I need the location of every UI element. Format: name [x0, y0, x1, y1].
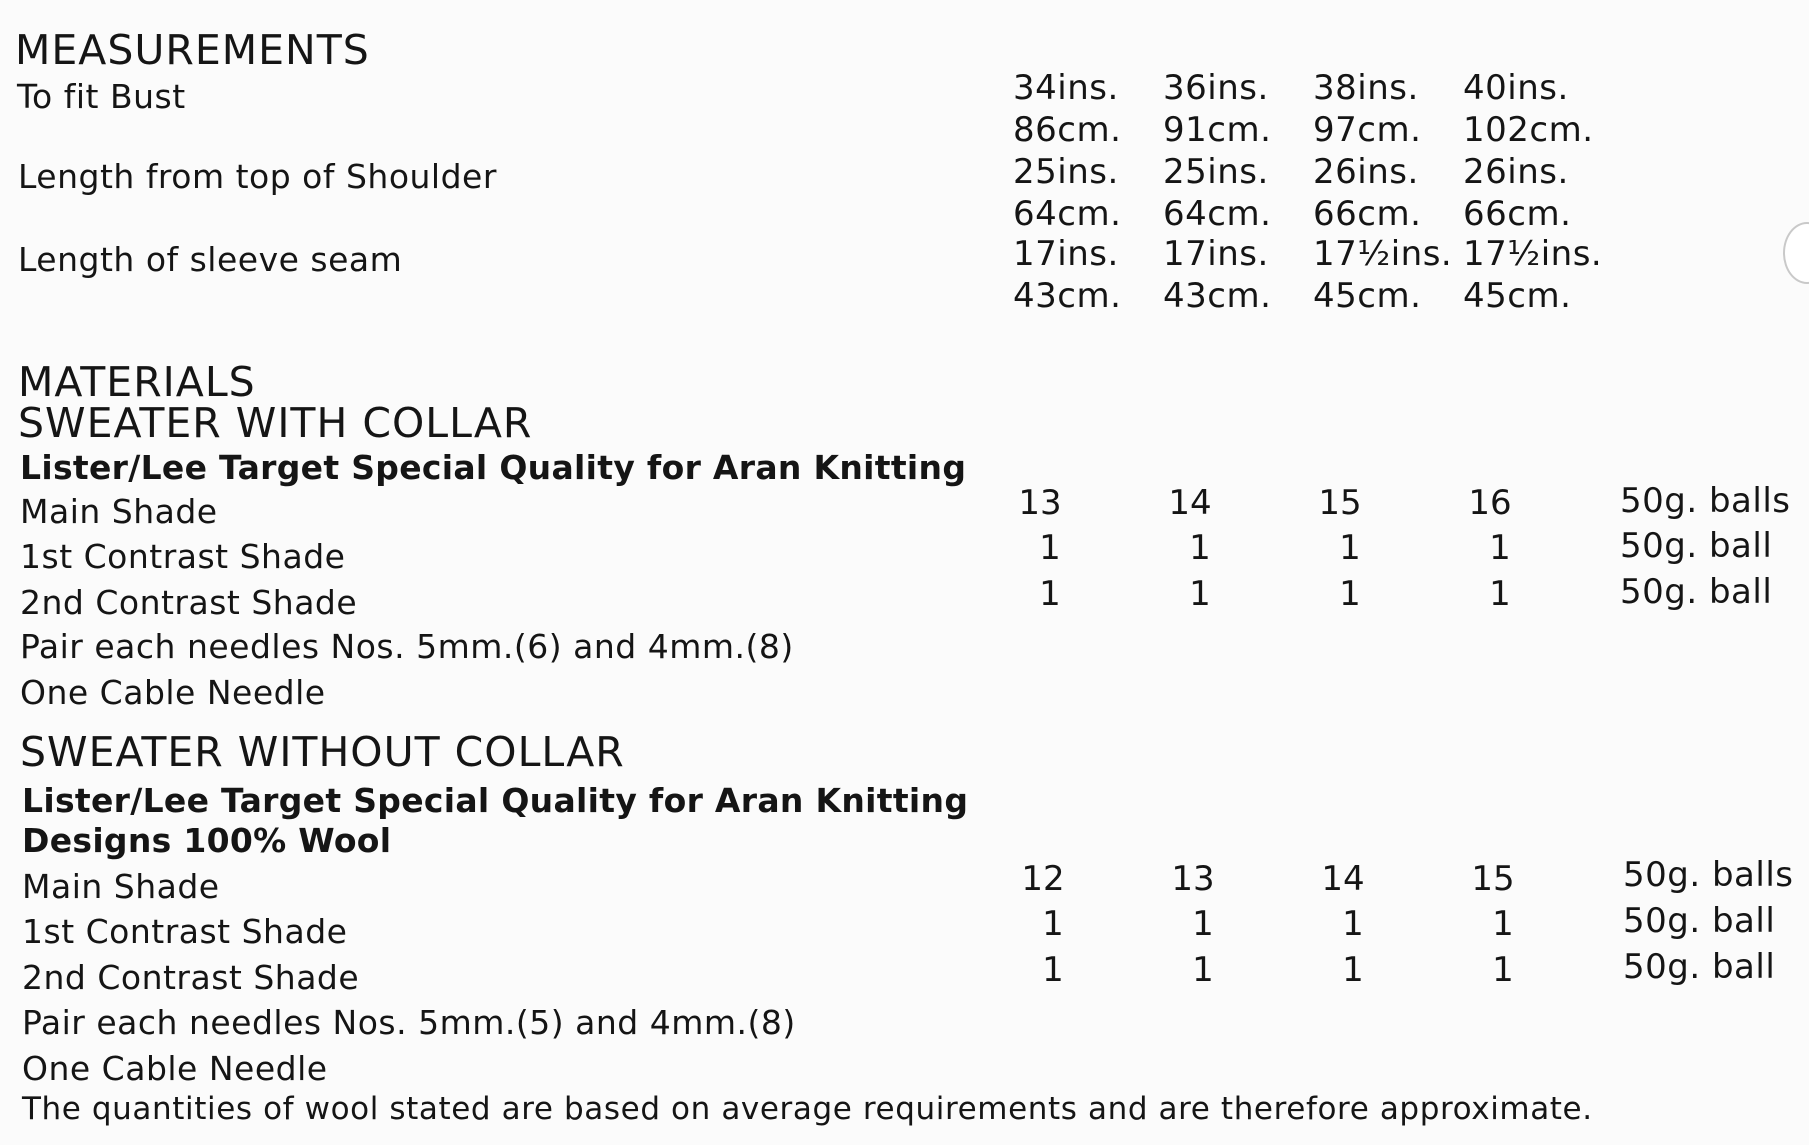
woc-contrast2-qty-3: 1 — [1342, 950, 1364, 990]
woc-contrast1-qty-2: 1 — [1192, 904, 1214, 944]
wc-needles: Pair each needles Nos. 5mm.(6) and 4mm.(8) — [20, 627, 794, 666]
wc-main-shade-label: Main Shade — [20, 492, 218, 531]
woc-main-shade-qty-1: 12 — [1021, 859, 1065, 899]
wc-contrast2-qty-2: 1 — [1189, 574, 1211, 614]
bust-label: To fit Bust — [17, 77, 186, 116]
woc-contrast2-qty-2: 1 — [1192, 950, 1214, 990]
wc-main-shade-qty-3: 15 — [1318, 483, 1362, 523]
sleeve-ins-3: 17½ins. — [1313, 234, 1453, 274]
wc-contrast1-unit: 50g. ball — [1620, 526, 1773, 566]
without-collar-heading: SWEATER WITHOUT COLLAR — [20, 728, 625, 776]
woc-needles: Pair each needles Nos. 5mm.(5) and 4mm.(8) — [22, 1003, 796, 1042]
wc-main-shade-qty-2: 14 — [1168, 483, 1212, 523]
woc-contrast1-unit: 50g. ball — [1623, 901, 1776, 941]
bust-ins-4: 40ins. — [1463, 68, 1569, 108]
woc-contrast2-qty-4: 1 — [1492, 950, 1514, 990]
bust-ins-2: 36ins. — [1163, 68, 1269, 108]
sleeve-length-label: Length of sleeve seam — [18, 240, 403, 279]
with-collar-heading: SWEATER WITH COLLAR — [18, 399, 533, 447]
page-edge-tab — [1783, 222, 1809, 284]
wc-cable-needle: One Cable Needle — [20, 673, 326, 712]
shoulder-length-label: Length from top of Shoulder — [18, 157, 497, 196]
without-collar-yarn: Lister/Lee Target Special Quality for Aran Knitting — [22, 781, 969, 820]
woc-main-shade-label: Main Shade — [22, 867, 220, 906]
wc-contrast1-qty-2: 1 — [1189, 528, 1211, 568]
sleeve-cm-4: 45cm. — [1463, 276, 1572, 316]
woc-contrast2-label: 2nd Contrast Shade — [22, 958, 360, 997]
sleeve-cm-2: 43cm. — [1163, 276, 1272, 316]
length-ins-2: 25ins. — [1163, 152, 1269, 192]
woc-main-shade-unit: 50g. balls — [1623, 855, 1794, 895]
bust-ins-1: 34ins. — [1013, 68, 1119, 108]
wc-contrast2-label: 2nd Contrast Shade — [20, 583, 358, 622]
wc-contrast2-unit: 50g. ball — [1620, 572, 1773, 612]
woc-contrast2-qty-1: 1 — [1042, 950, 1064, 990]
length-ins-1: 25ins. — [1013, 152, 1119, 192]
bust-cm-1: 86cm. — [1013, 110, 1122, 150]
wc-contrast1-label: 1st Contrast Shade — [20, 537, 346, 576]
woc-main-shade-qty-2: 13 — [1171, 859, 1215, 899]
woc-contrast1-label: 1st Contrast Shade — [22, 912, 348, 951]
woc-contrast1-qty-1: 1 — [1042, 904, 1064, 944]
measurements-heading: MEASUREMENTS — [15, 26, 370, 74]
bust-cm-4: 102cm. — [1463, 110, 1594, 150]
sleeve-ins-4: 17½ins. — [1463, 234, 1603, 274]
woc-main-shade-qty-4: 15 — [1471, 859, 1515, 899]
wc-contrast2-qty-4: 1 — [1489, 574, 1511, 614]
wc-contrast1-qty-3: 1 — [1339, 528, 1361, 568]
length-cm-3: 66cm. — [1313, 194, 1422, 234]
wc-contrast1-qty-4: 1 — [1489, 528, 1511, 568]
woc-main-shade-qty-3: 14 — [1321, 859, 1365, 899]
wc-contrast2-qty-1: 1 — [1039, 574, 1061, 614]
woc-contrast2-unit: 50g. ball — [1623, 947, 1776, 987]
sleeve-cm-1: 43cm. — [1013, 276, 1122, 316]
wc-main-shade-qty-4: 16 — [1468, 483, 1512, 523]
bust-cm-2: 91cm. — [1163, 110, 1272, 150]
sleeve-ins-2: 17ins. — [1163, 234, 1269, 274]
wool-quantity-footnote: The quantities of wool stated are based on average requirements and are therefore approximate. — [22, 1091, 1593, 1127]
woc-cable-needle: One Cable Needle — [22, 1049, 328, 1088]
length-ins-3: 26ins. — [1313, 152, 1419, 192]
wc-contrast1-qty-1: 1 — [1039, 528, 1061, 568]
length-ins-4: 26ins. — [1463, 152, 1569, 192]
wc-main-shade-qty-1: 13 — [1018, 483, 1062, 523]
length-cm-1: 64cm. — [1013, 194, 1122, 234]
wc-contrast2-qty-3: 1 — [1339, 574, 1361, 614]
woc-contrast1-qty-4: 1 — [1492, 904, 1514, 944]
sleeve-cm-3: 45cm. — [1313, 276, 1422, 316]
length-cm-2: 64cm. — [1163, 194, 1272, 234]
bust-cm-3: 97cm. — [1313, 110, 1422, 150]
woc-contrast1-qty-3: 1 — [1342, 904, 1364, 944]
with-collar-yarn: Lister/Lee Target Special Quality for Aran Knitting — [20, 448, 967, 487]
sleeve-ins-1: 17ins. — [1013, 234, 1119, 274]
materials-heading: MATERIALS — [18, 358, 256, 406]
without-collar-yarn-composition: Designs 100% Wool — [22, 821, 392, 860]
bust-ins-3: 38ins. — [1313, 68, 1419, 108]
wc-main-shade-unit: 50g. balls — [1620, 481, 1791, 521]
length-cm-4: 66cm. — [1463, 194, 1572, 234]
